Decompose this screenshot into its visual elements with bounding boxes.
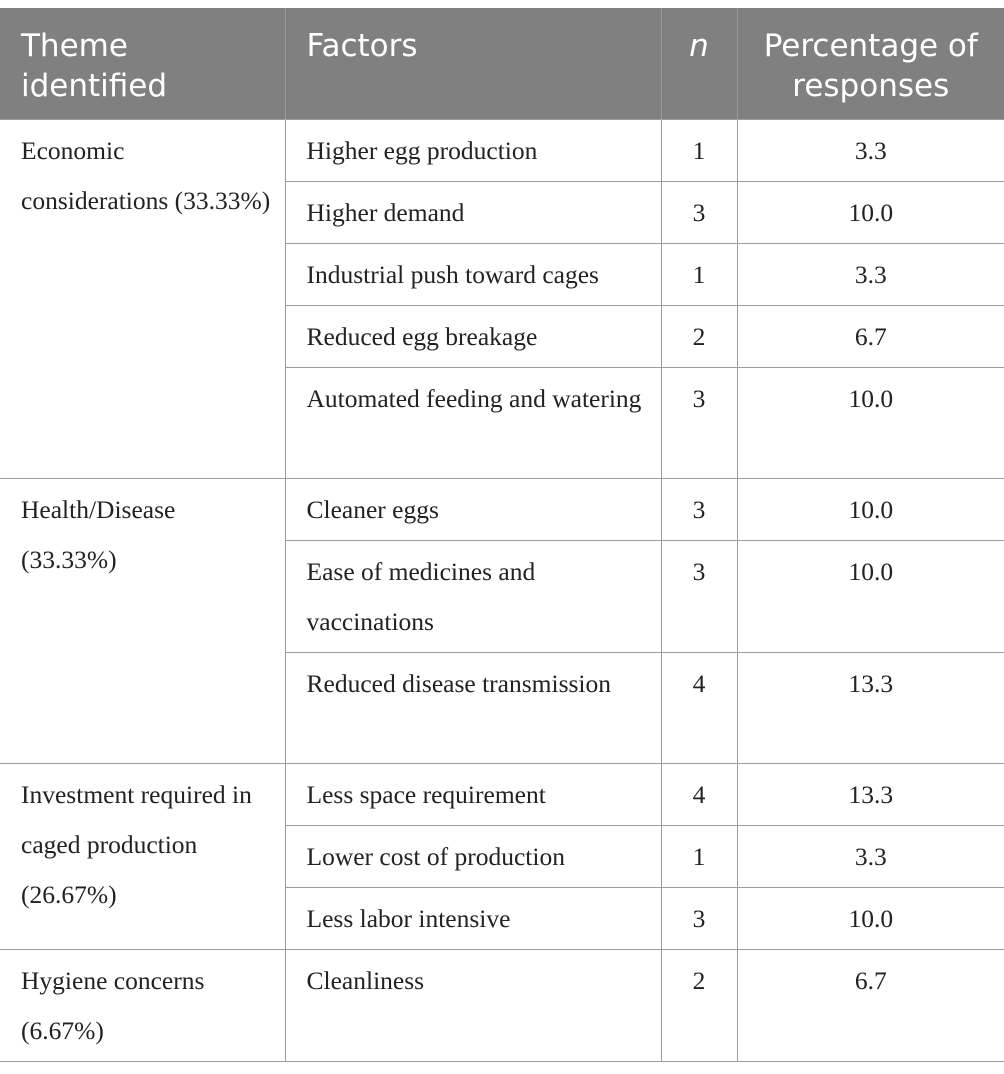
data-table xyxy=(0,8,1004,1062)
percentage-cell: 10.0 xyxy=(737,540,1004,652)
percentage-cell: 10.0 xyxy=(737,367,1004,478)
factor-cell: Higher egg production xyxy=(285,119,661,181)
factor-cell: Cleanliness xyxy=(285,949,661,1061)
percentage-cell: 13.3 xyxy=(737,652,1004,763)
theme-cell: Hygiene concerns (6.67%) xyxy=(0,949,285,1061)
theme-cell: Economic considerations (33.33%) xyxy=(0,119,285,478)
percentage-cell: 13.3 xyxy=(737,763,1004,825)
percentage-cell: 3.3 xyxy=(737,243,1004,305)
n-cell: 3 xyxy=(661,478,737,540)
n-cell: 4 xyxy=(661,763,737,825)
percentage-cell: 10.0 xyxy=(737,887,1004,949)
table-row xyxy=(0,949,1004,1061)
n-cell: 2 xyxy=(661,949,737,1061)
header-factors: Factors xyxy=(285,8,661,119)
n-cell: 2 xyxy=(661,305,737,367)
percentage-cell: 3.3 xyxy=(737,825,1004,887)
table-row xyxy=(0,763,1004,825)
factor-cell: Cleaner eggs xyxy=(285,478,661,540)
n-cell: 3 xyxy=(661,887,737,949)
factor-cell: Reduced egg breakage xyxy=(285,305,661,367)
factor-cell: Reduced disease transmission xyxy=(285,652,661,763)
percentage-cell: 3.3 xyxy=(737,119,1004,181)
table-row xyxy=(0,119,1004,181)
n-cell: 1 xyxy=(661,119,737,181)
n-cell: 4 xyxy=(661,652,737,763)
table-row xyxy=(0,478,1004,540)
percentage-cell: 6.7 xyxy=(737,949,1004,1061)
table-header xyxy=(0,8,1004,119)
n-cell: 1 xyxy=(661,243,737,305)
factor-cell: Automated feeding and watering xyxy=(285,367,661,478)
percentage-cell: 6.7 xyxy=(737,305,1004,367)
factor-cell: Higher demand xyxy=(285,181,661,243)
n-cell: 3 xyxy=(661,367,737,478)
factor-cell: Lower cost of production xyxy=(285,825,661,887)
factor-cell: Less space requirement xyxy=(285,763,661,825)
header-n: n xyxy=(661,8,737,119)
n-cell: 3 xyxy=(661,181,737,243)
factor-cell: Industrial push toward cages xyxy=(285,243,661,305)
theme-cell: Health/Disease (33.33%) xyxy=(0,478,285,763)
factor-cell: Less labor intensive xyxy=(285,887,661,949)
header-theme: Theme identified xyxy=(0,8,285,119)
percentage-cell: 10.0 xyxy=(737,181,1004,243)
factor-cell: Ease of medicines and vaccinations xyxy=(285,540,661,652)
n-cell: 3 xyxy=(661,540,737,652)
percentage-cell: 10.0 xyxy=(737,478,1004,540)
n-cell: 1 xyxy=(661,825,737,887)
header-percentage: Percentage of responses xyxy=(737,8,1004,119)
theme-cell: Investment required in caged production (26.67%) xyxy=(0,763,285,949)
